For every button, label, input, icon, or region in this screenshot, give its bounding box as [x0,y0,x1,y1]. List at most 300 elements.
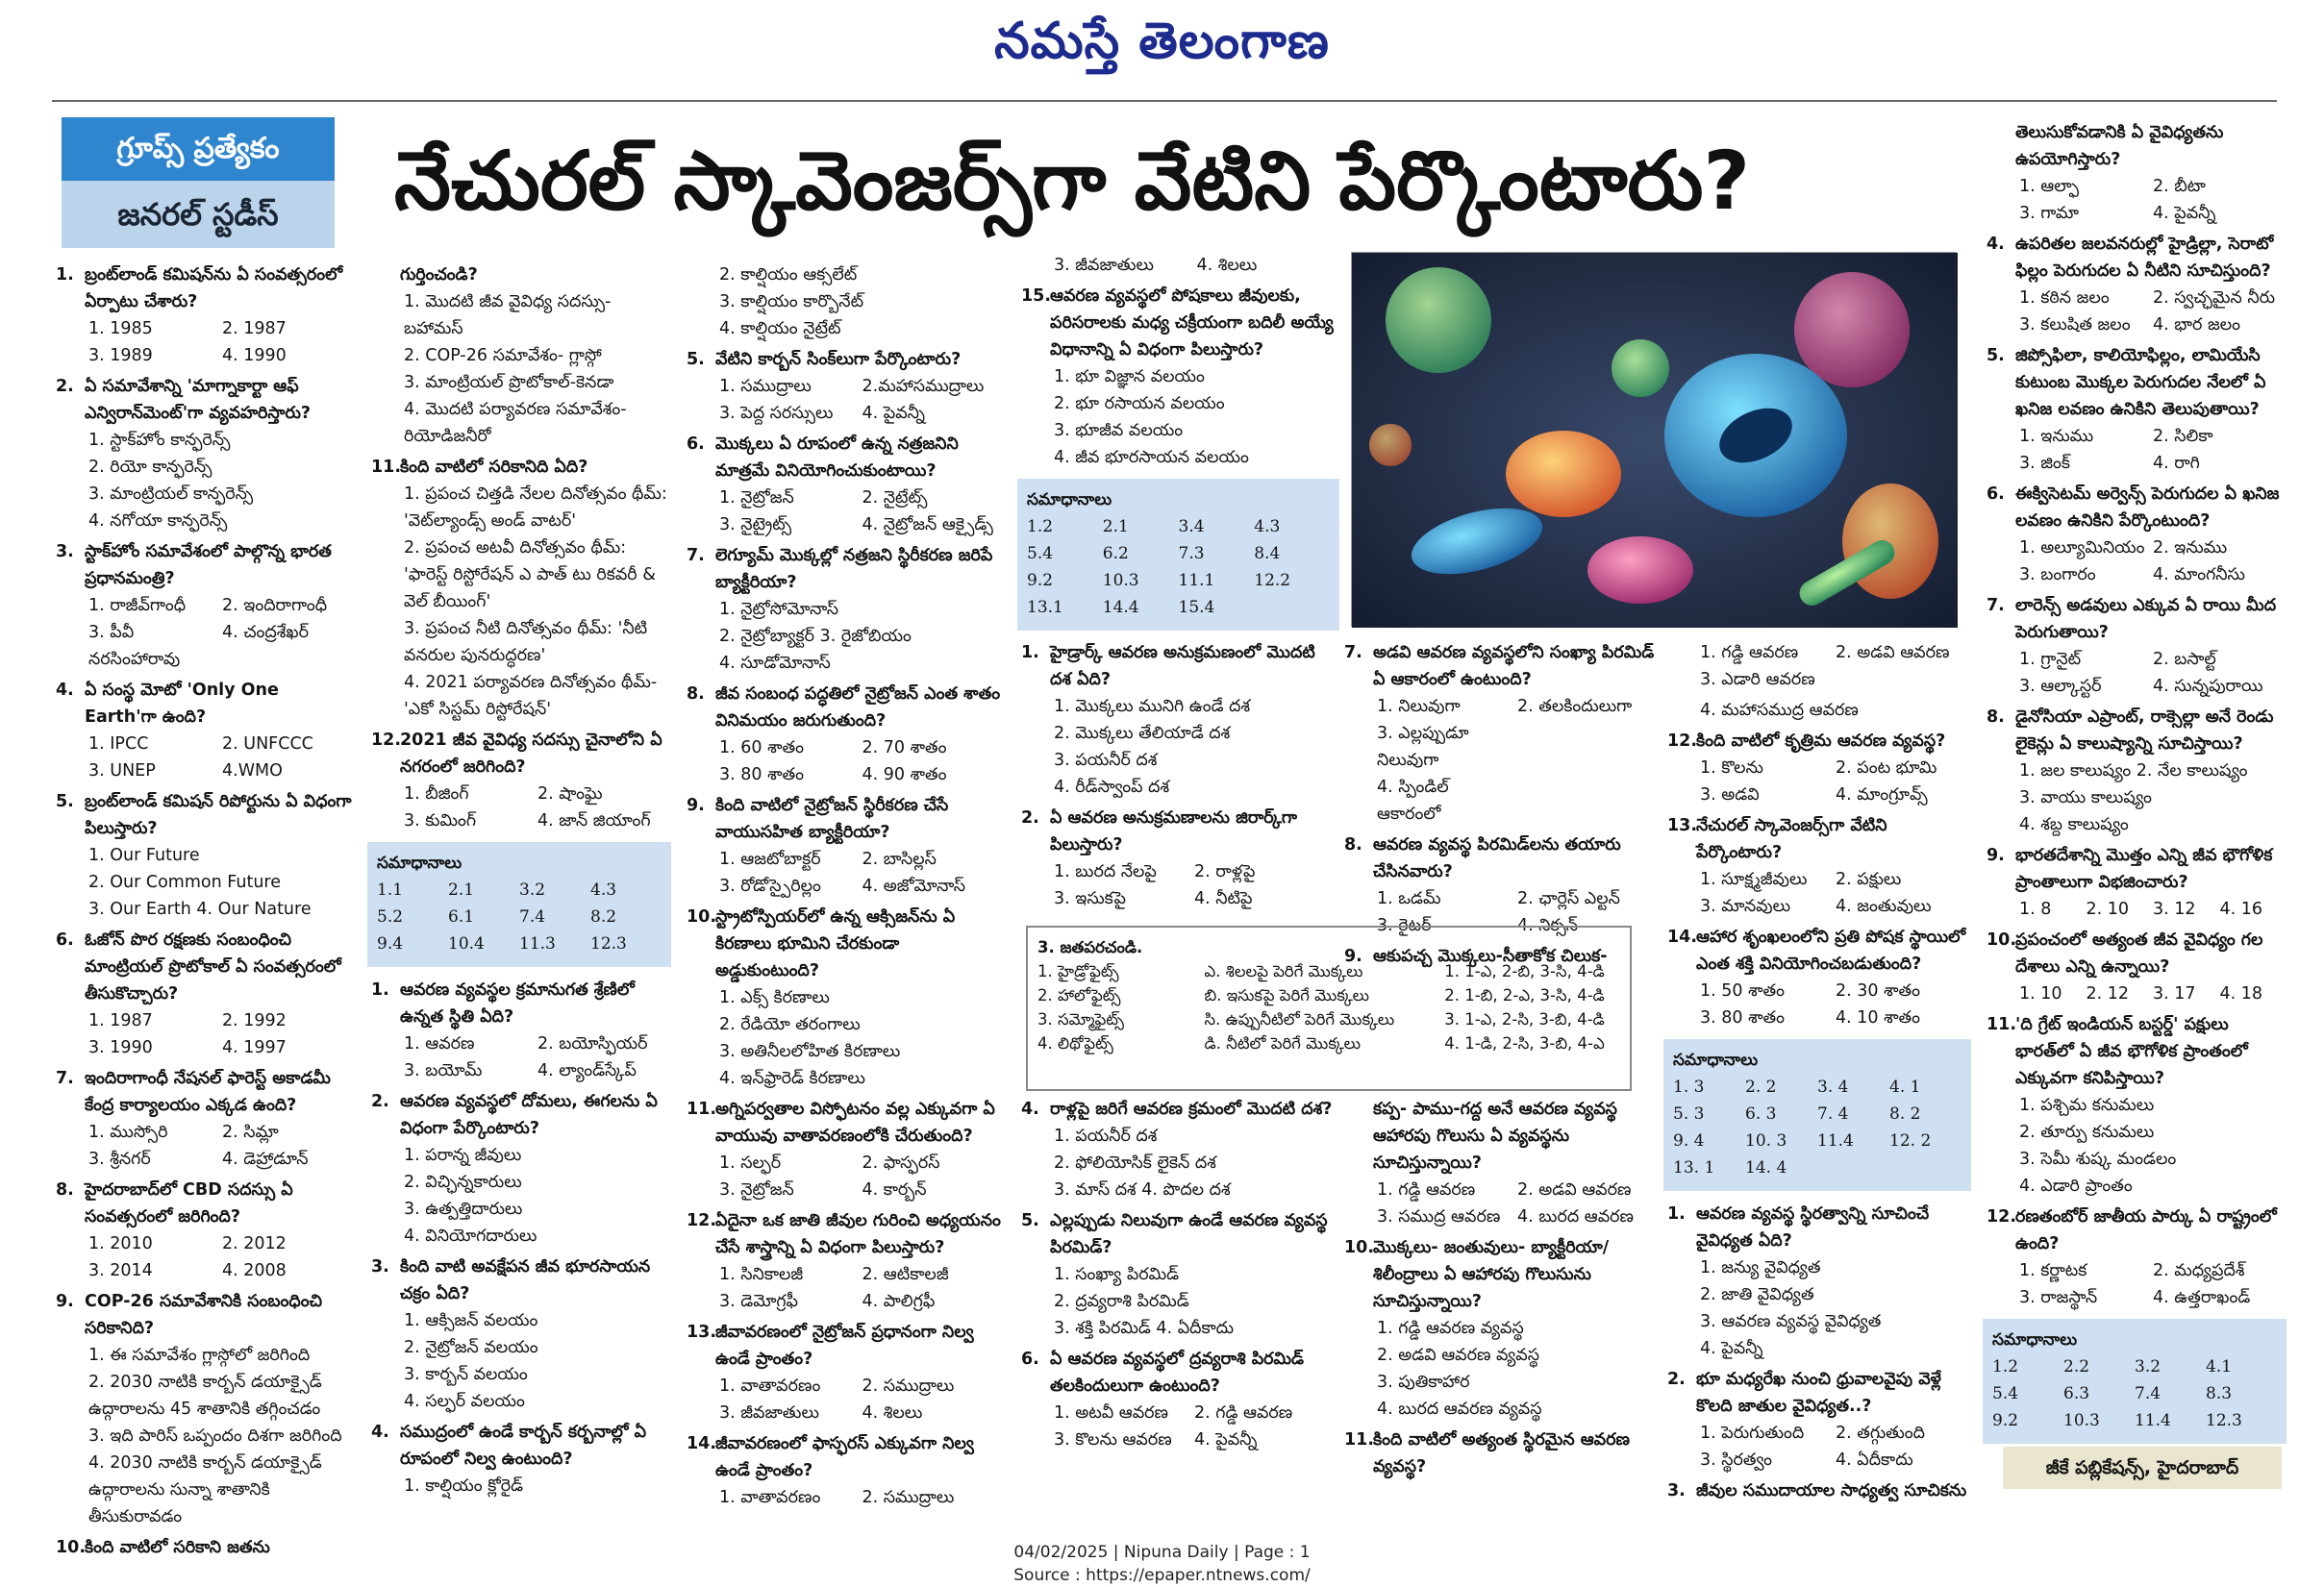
option-list [1017,693,1335,801]
question-number: 4. [1987,235,2005,254]
question-text [367,454,671,481]
question-text [367,1253,671,1307]
question-item [367,454,671,723]
question-stem: ఆవరణ వ్యవస్థల క్రమానుగత శ్రేణిలో ఉన్నత స్థితి ఏది? [400,980,635,1027]
question-item [1340,1234,1658,1423]
option: 2. 1992 [222,1011,287,1030]
answer-cell: 10.4 [448,934,485,954]
option-list [683,261,1005,342]
option-list [367,481,671,723]
question-stem: లెగ్యూమ్ మొక్కల్లో నత్రజని స్థిరీకరణ జరిపే బ్యాక్టీరియా? [715,546,993,592]
option: 2. బాసిల్లస్ [862,850,937,869]
answer-cell: 9.4 [377,934,404,954]
question-text [1017,1346,1335,1400]
option: 1. మొదటి జీవ వైవిధ్య సదస్సు- బహామస్ [404,292,612,338]
option: 2. పక్షులు [1836,870,1902,889]
question-text [367,727,671,781]
question-number: 7. [56,1069,74,1088]
question-text [1983,927,2287,980]
question-stem: గుర్తించండి? [400,265,478,285]
option: 4. శిలలు [862,1403,923,1423]
option: 4. 1990 [222,346,287,365]
question-text [1340,639,1658,693]
option-list [1017,858,1335,912]
option: 4. ఏదీకాదు [1836,1451,1913,1470]
option-list [1983,1257,2287,1311]
option-list [52,1230,356,1284]
option: 4. మహాసముద్ర ఆవరణ [1700,701,1859,720]
option-list [1017,1400,1335,1453]
option: 1. 10 [2019,984,2062,1004]
question-item [683,542,1005,677]
option: 4. జంతువులు [1836,897,1932,916]
option: 1. అటవీ ఆవరణ [1054,1403,1169,1423]
option: 3. 1990 [88,1038,153,1057]
option: 4. నీటిపై [1194,889,1253,908]
option-list [52,592,356,673]
question-item [1017,1096,1335,1203]
option-list [1663,697,1971,724]
option: 1. ముస్సోరి [88,1123,168,1142]
option-list [1017,1123,1335,1203]
question-item [1663,1477,1971,1504]
option: 1. కర్ణాటక [2019,1261,2087,1280]
option: 1. 60 శాతం [719,738,805,757]
question-number: 10. [687,907,717,927]
answer-key [1983,1319,2287,1444]
option: 4. డెహ్రాడూన్ [222,1150,309,1169]
question-stem: వేటిని కార్బన్ సింక్‌లుగా పేర్కొంటారు? [715,350,962,369]
question-number: 10. [56,1538,87,1557]
answer-cell: 12.3 [590,934,627,954]
question-item [1017,805,1335,912]
option: 3. ఎల్లప్పుడూ నిలువుగా [1377,724,1469,770]
option: 4. శిలలు [1196,256,1258,275]
question-item [1983,119,2287,227]
answer-cell: 5.4 [1992,1384,2019,1403]
question-number: 3. [56,542,74,561]
answer-cell: 3.4 [1178,517,1205,536]
question-number: 1. [1021,643,1039,662]
option [1836,666,1971,693]
option: 4. చంద్రశేఖర్ [222,623,310,642]
option: 4. 90 శాతం [862,765,947,784]
answer-cell: 8. 2 [1889,1104,1921,1124]
option: 1. 8 [2019,900,2052,919]
option: 1. వాతావరణం [719,1376,821,1396]
option: 2. రియో కాన్ఫరెన్స్ [88,458,212,477]
question-number: 4. [56,681,74,700]
option: 1. సూక్ష్మజీవులు [1700,870,1808,889]
option-list [1983,423,2287,477]
question-item [683,1096,1005,1203]
option: 2. 10 [2086,900,2130,919]
answer-cell: 11.3 [519,934,556,954]
option: 1. నైట్రోసోమోనాస్ [719,600,839,619]
option: 3. UNEP [88,761,156,781]
match-choice: 3. 1-ఎ, 2-సి, 3-బి, 4-డి [1444,1010,1605,1029]
option: 1. ఒడమ్ [1377,889,1441,908]
question-stem: స్టాక్‌హోం సమావేశంలో పాల్గొన్న భారత ప్రధానమంత్రి? [85,542,332,588]
answer-cell: 14. 4 [1745,1158,1787,1178]
question-item [52,538,356,673]
option: 2. 12 [2086,984,2130,1004]
option: 2. జాతి వైవిధ్యత [1700,1285,1814,1304]
answer-cell: 8.3 [2206,1384,2233,1403]
option-list [683,1373,1005,1426]
option-list [1663,1254,1971,1362]
answer-cell: 5.4 [1027,544,1054,563]
question-number: 5. [1987,346,2005,365]
question-number: 6. [1987,484,2005,504]
answer-grid [377,877,662,957]
option: 3. నైట్రైట్స్ [719,515,792,534]
question-text [1983,342,2287,423]
option: 1. బీజింగ్ [404,784,469,804]
option: 2. ఫాస్ఫరస్ [862,1153,940,1173]
option: 4. సల్ఫర్ వలయం [404,1392,525,1411]
option: 2. 2030 నాటికి కార్బన్ డయాక్సైడ్ ఉద్గారాలను 45 శాతానికి తగ్గించడం [88,1373,322,1419]
column-2 [367,261,671,1496]
option: 3. అడవి [1700,785,1760,805]
question-text [683,542,1005,596]
answer-cell [1889,1154,1962,1181]
match-choice: 1. 1-ఎ, 2-బి, 3-సి, 4-డి [1444,962,1605,980]
question-text [1983,231,2287,285]
question-text [683,904,1005,984]
option: 3. పీవీ నరసింహారావు [88,623,181,669]
option: 2. కాల్షియం ఆక్సలేట్ [719,265,858,285]
option: 4. రాగి [2153,454,2200,473]
option: 2. ఇందిరాగాంధీ [222,596,328,615]
option: 1. స్టాక్‌హోం కాన్ఫరెన్స్ [88,431,231,450]
answer-key [1663,1039,1971,1191]
question-text [1663,1366,1971,1420]
option: 3. 12 [2153,900,2196,919]
question-number: 10. [1987,930,2017,950]
answer-cell [1254,594,1330,621]
question-text [1983,1011,2287,1092]
option: 2. బీటా [2153,177,2206,196]
question-text [683,1096,1005,1150]
option: 2. 1987 [222,319,287,338]
question-item [683,1430,1005,1511]
option-list [1983,757,2287,838]
option: 1. బురద నేలపై [1054,862,1157,881]
question-stem: కింది వాటిలో కృత్రిమ ఆవరణ వ్యవస్థ? [1696,732,1946,751]
option-list [1663,978,1971,1031]
option: 1. రాజీవ్‌గాంధీ [88,596,187,615]
question-text [1340,1234,1658,1315]
answer-cell: 4.1 [2206,1357,2233,1376]
column-10 [1983,119,2287,1436]
option: 3. ఆల్కాస్టర్ [2019,677,2102,696]
question-text [683,1430,1005,1484]
option: 3. శక్తి పిరమిడ్ 4. ఏదీకాదు [1054,1319,1235,1338]
option-list [683,1484,1005,1511]
question-item [367,1253,671,1415]
question-number: 12. [371,731,402,750]
option: 2. ఇనుము [2153,538,2228,558]
option: 2. విచ్ఛిన్నకారులు [404,1173,522,1192]
question-text [683,1319,1005,1373]
option: 3. భూజీవ వలయం [1054,421,1184,440]
question-number: 8. [56,1180,74,1200]
option-list [683,1150,1005,1203]
question-item [1983,842,2287,923]
column-4 [1017,252,1339,632]
option-list [52,842,356,923]
question-number: 13. [687,1323,717,1342]
question-stem: ఆహార శృంఖలంలోని ప్రతి పోషక స్థాయిలో ఎంత శక్తి వినియోగించబడుతుంది? [1696,928,1966,974]
question-number: 2. [1667,1370,1686,1389]
option: 3. ఇసుకపై [1054,889,1127,908]
question-item [52,373,356,534]
answer-cell: 3.2 [2135,1357,2162,1376]
question-item [1983,342,2287,477]
option: 3. Our Earth 4. Our Nature [88,900,312,919]
question-item [1983,1203,2287,1311]
option: 1. గడ్డి ఆవరణ వ్యవస్థ [1377,1319,1524,1338]
option: 1. ఆక్సిజన్ వలయం [404,1311,538,1330]
option: 4. పాలిగ్రఫీ [862,1292,936,1311]
answer-cell: 9.2 [1027,571,1054,590]
answer-cell: 1.2 [1992,1357,2019,1376]
question-stem: జీవ సంబంధ పద్ధతిలో నైట్రోజన్ ఎంత శాతం వినిమయం జరుగుతుంది? [715,684,1001,731]
option: 2. భూ రసాయన వలయం [1054,394,1225,413]
option-list [367,288,671,450]
match-rows [1037,959,1620,1055]
option: 4. పైవన్నీ [1700,1339,1763,1358]
option: 4. నిక్సన్ [1517,916,1579,935]
option: 2. అడవి ఆవరణ వ్యవస్థ [1377,1346,1540,1365]
option: 1. ఎక్స్ కిరణాలు [719,988,830,1007]
question-stem: ఆవరణ వ్యవస్థలో దోమలు, ఈగలను ఏ విధంగా పేర్కొంటారు? [400,1092,658,1138]
question-item [1017,1346,1335,1453]
option-list [1983,896,2287,923]
question-number: 13. [1667,816,1698,835]
option: 2. తూర్పు కనుమలు [2019,1123,2155,1142]
answer-cell: 7.3 [1178,544,1205,563]
option: 2. తలకిందులుగా [1517,697,1633,716]
option: 4. పైవన్నీ [1194,1430,1258,1450]
question-number: 9. [1987,846,2005,865]
question-text [1017,1207,1335,1261]
option: 4. రీడ్‌స్వాంప్ దశ [1054,778,1170,797]
question-item [683,792,1005,900]
question-item [1340,1096,1658,1230]
option: 2. తగ్గుతుంది [1836,1424,1926,1443]
question-text [1017,1096,1335,1123]
question-number: 6. [687,434,705,454]
question-number: 8. [687,684,705,704]
option: 4. నైట్రోజన్ ఆక్సైడ్స్ [862,515,993,534]
answer-key [1017,479,1339,631]
option: 1. నిలువుగా [1377,697,1461,716]
microbes-illustration-svg [1352,253,1958,628]
option: 4. స్పిండిల్ ఆకారంలో [1377,778,1449,824]
option-list [1663,639,1971,693]
question-text [683,681,1005,734]
option: 4. శబ్ద కాలుష్యం [2019,815,2129,834]
option-list [1663,755,1971,808]
answer-cell: 13. 1 [1673,1158,1715,1178]
option: 3. మాస్ దశ 4. పొదల దశ [1054,1180,1231,1200]
question-number: 6. [1021,1350,1039,1369]
option: 2. బయోస్ఫియర్ [537,1034,648,1054]
section-label-groups: గ్రూప్స్ ప్రత్యేకం [62,117,335,181]
option: 1. 1987 [88,1011,153,1030]
option: 1. గడ్డి ఆవరణ [1700,643,1799,662]
option: 2. పంట భూమి [1836,758,1937,778]
column-8 [1340,1096,1658,1482]
option: 2. ఆటికాలజీ [862,1265,949,1284]
question-number: 2. [56,377,74,396]
question-item [52,788,356,923]
option: 3. గామా [2019,204,2079,223]
question-stem: ఆవరణ వ్యవస్థ స్థిరత్వాన్ని సూచించే వైవిధ్యత ఏది? [1696,1204,1930,1251]
question-stem: ఆవరణ వ్యవస్థ పిరమిడ్‌లను తయారు చేసినవారు? [1373,835,1621,881]
top-divider [52,100,2277,102]
option: 4. ల్యాండ్‌స్కేప్ [537,1061,637,1080]
option-list [683,984,1005,1092]
question-number: 7. [687,546,705,565]
question-number: 11. [1344,1430,1375,1450]
question-stem: ఆవరణ వ్యవస్థలో పోషకాలు జీవులకు, పరిసరాలకు మధ్య చక్రీయంగా బదిలీ అయ్యే విధానాన్ని ఏ విధంగా పిలుస్తారు? [1050,286,1334,360]
option: 2. సిమ్లా [222,1123,279,1142]
option: 3. కాల్షియం కార్బొనేట్ [719,292,864,311]
answer-cell: 3.2 [519,880,546,900]
option: 3. రోడోస్పైరిల్లం [719,877,821,896]
question-number: 5. [56,792,74,811]
question-text [52,373,356,427]
question-number: 12. [1667,732,1698,751]
answer-cell: 11.4 [2135,1411,2171,1430]
question-stem: కింది వాటి అవక్షేపన జీవ భూరసాయన చక్రం ఏది? [400,1257,651,1303]
option: 4. పైవన్నీ [2153,204,2216,223]
option: 3. 1989 [88,346,153,365]
option: 4. సూడోమోనాస్ [719,654,831,673]
option-list [1983,534,2287,588]
option: 2. అడవి ఆవరణ [1517,1180,1632,1200]
question-stem: మొక్కలు- జంతువులు- బ్యాక్టీరియా/శిలీంద్రాలు ఏ ఆహారపు గొలుసును సూచిస్తున్నాయి? [1373,1238,1610,1311]
question-number: 5. [1021,1211,1039,1230]
question-item [1983,481,2287,588]
answer-cell: 1. 3 [1673,1078,1705,1097]
match-left-item: 4. లిథోఫైట్స్ [1037,1034,1113,1053]
option: 3. సముద్ర ఆవరణ [1377,1207,1501,1227]
answer-cell: 14.4 [1102,598,1139,617]
option: 1. కఠిన జలం [2019,288,2110,308]
question-item [1663,812,1971,920]
publisher-credit: జీకే పబ్లికేషన్స్, హైదరాబాద్ [2003,1447,2282,1489]
answer-cell: 5.2 [377,907,404,927]
question-stem: ఓజోన్ పొర రక్షణకు సంబంధించి మాంట్రియల్ ప్రొటోకాల్ ఏ సంవత్సరంలో తీసుకొచ్చారు? [85,930,341,1004]
option: 3. సెమీ శుష్క మండలం [2019,1150,2177,1169]
option: 2. 30 శాతం [1836,981,1921,1001]
option-list [1340,693,1658,828]
option: 4. 10 శాతం [1836,1008,1921,1028]
question-item [1663,924,1971,1031]
question-stem: మొక్కలు ఏ రూపంలో ఉన్న నత్రజనిని మాత్రమే వినియోగించుకుంటాయి? [715,434,959,481]
option: 2.మహాసముద్రాలు [862,377,985,396]
footer-source-line: Source : https://epaper.ntnews.com/ [1013,1566,1311,1585]
match-left-item: 1. హైడ్రోఫైట్స్ [1037,962,1119,980]
answer-cell [1817,1154,1889,1181]
option-list [367,1142,671,1250]
answer-cell: 1.1 [377,880,404,900]
question-stem: ఏ సంస్థ మోటో 'Only One Earth'గా ఉంది? [85,681,279,727]
answer-cell: 12.2 [1254,571,1291,590]
question-stem: డైనోసియా ఎప్రాంట్, రాక్సెల్లా అనే రెండు లైకెన్లు ఏ కాలుష్యాన్ని సూచిస్తాయి? [2015,707,2274,754]
option: 1. 2010 [88,1234,153,1253]
match-choice: 4. 1-డి, 2-సి, 3-బి, 4-ఎ [1444,1034,1605,1053]
option: 3. 80 శాతం [1700,1008,1786,1028]
answer-cell: 6.1 [448,907,475,927]
column-5 [1017,639,1335,923]
option: 2. 70 శాతం [862,738,947,757]
answer-cell: 2.1 [448,880,475,900]
option-list [1983,980,2287,1007]
option-list [52,1119,356,1173]
question-text [1663,728,1971,755]
option: 1. అల్యూమినియం [2019,538,2145,558]
answer-cell: 10. 3 [1745,1131,1787,1151]
answer-cell: 7.4 [519,907,546,927]
option-list [52,427,356,534]
question-stem: 2021 జీవ వైవిధ్య సదస్సు చైనాలోని ఏ నగరంలో జరిగింది? [400,731,662,777]
option: 2. COP-26 సమావేశం- గ్లాస్గో [404,346,602,365]
option: 2. నైట్రోజన్ వలయం [404,1338,538,1357]
option: 3. కలుషిత జలం [2019,315,2131,335]
option: 3. ఆవరణ వ్యవస్థ వైవిధ్యత [1700,1312,1882,1331]
answer-grid [1673,1074,1962,1181]
question-item [1340,1426,1658,1480]
option: 3. ప్రపంచ నీటి దినోత్సవం థీమ్: 'నీటి వనరుల పునరుద్ధరణ' [404,619,648,665]
question-number: 1. [371,980,389,1000]
option: 1. సినికాలజీ [719,1265,804,1284]
question-item [683,681,1005,788]
answer-grid [1027,513,1330,621]
option: 1. పెరుగుతుంది [1700,1424,1805,1443]
option: 2. షాంఘై [537,784,603,804]
question-stem: లారెన్స్ అడవులు ఎక్కువ ఏ రాయి మీద పెరుగుతాయి? [2015,596,2277,642]
match-right-item: డి. నీటిలో పెరిగే మొక్కలు [1204,1034,1362,1053]
question-item [1983,927,2287,1007]
option: 2. ఛార్లెస్ ఎల్టన్ [1517,889,1620,908]
question-number: 9. [1344,947,1362,966]
option-list [1340,1315,1658,1423]
masthead [0,12,2324,83]
question-text [683,431,1005,484]
question-text [52,538,356,592]
question-item [683,346,1005,427]
option: 2. అడవి ఆవరణ [1836,643,1950,662]
question-text [367,261,671,288]
option: 3. వాయు కాలుష్యం [2019,788,2152,807]
option: 4. పైవన్నీ [862,404,925,423]
question-item [367,1419,671,1500]
question-number: 3. [371,1257,389,1277]
question-item [52,261,356,369]
microbes-illustration [1351,252,1957,627]
answer-key-title: సమాధానాలు [377,854,462,873]
question-stem: ఏ ఆవరణ అనుక్రమణాలను జిరార్క్‌గా పిలుస్తారు? [1050,808,1297,855]
option: 1. ఇనుము [2019,427,2094,446]
question-number: 4. [371,1423,389,1442]
question-number: 1. [1667,1204,1686,1224]
option-list [1017,252,1339,279]
